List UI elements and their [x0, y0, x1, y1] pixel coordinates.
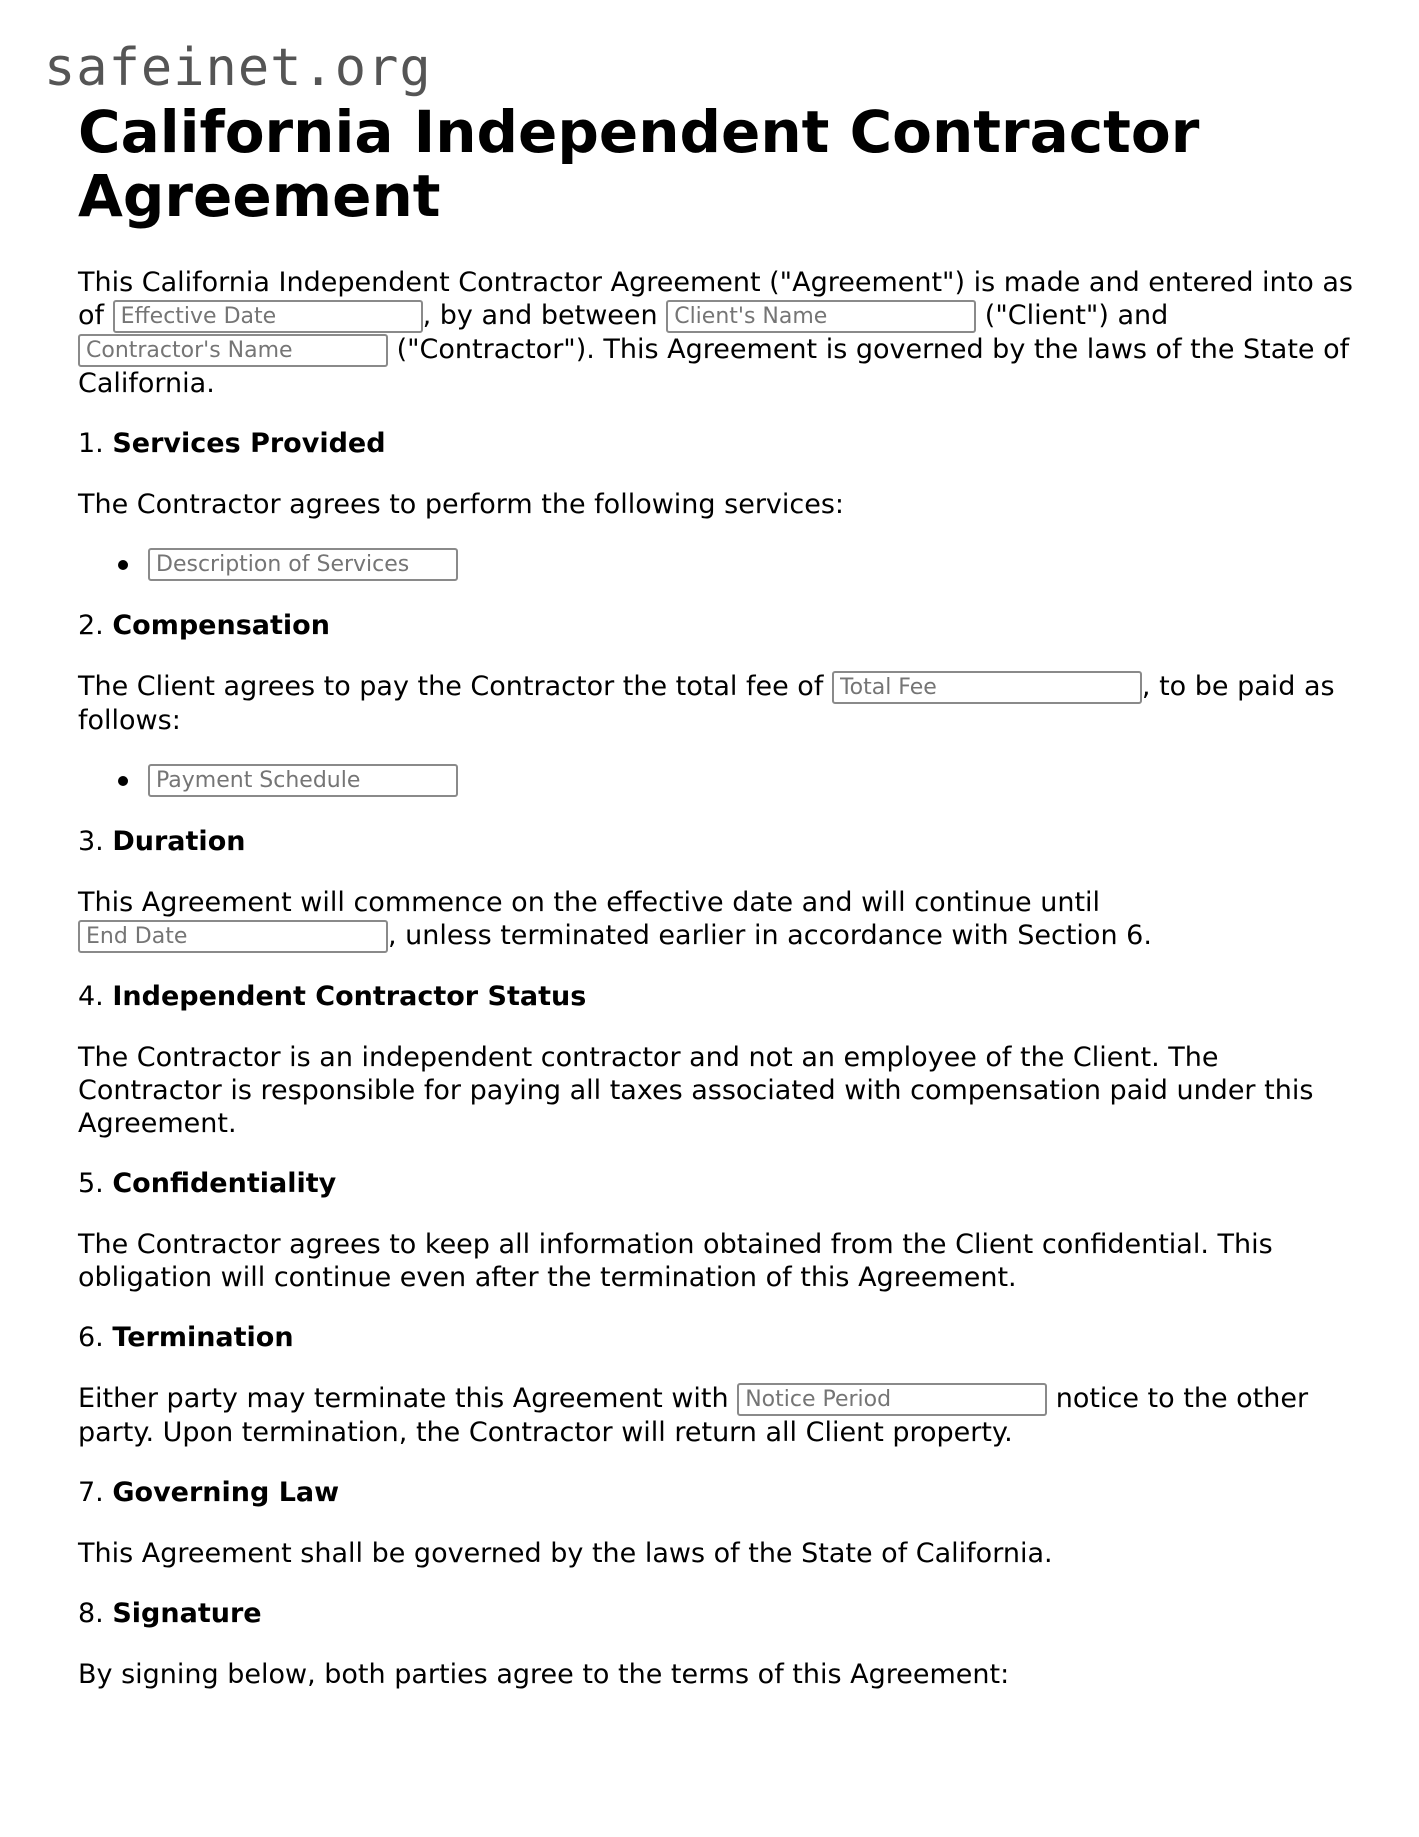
section-2-text-2: , to be paid as follows:: [78, 671, 1335, 736]
intro-text-3: ("Client") and: [976, 300, 1169, 331]
section-3-text-1: This Agreement will commence on the effective date and will continue until: [78, 887, 1101, 918]
section-6-text: [78, 1382, 1358, 1449]
section-4-heading: [78, 980, 1358, 1013]
services-list-item: [78, 548, 1358, 581]
section-6-heading: [78, 1321, 1358, 1354]
section-4-title: Independent Contractor Status: [112, 981, 587, 1012]
section-8-heading: [78, 1597, 1358, 1630]
intro-paragraph: [78, 266, 1358, 400]
section-2-text: [78, 670, 1358, 737]
client-name-input[interactable]: [666, 300, 976, 333]
section-1-heading: [78, 427, 1358, 460]
bullet-icon: [118, 776, 128, 786]
section-8-title: Signature: [112, 1598, 262, 1629]
section-3-number: 3.: [78, 826, 104, 857]
section-2-number: 2.: [78, 610, 104, 641]
intro-text-1: This California Independent Contractor Agreement ("Agreement") is made and entered into as of: [78, 267, 1353, 331]
section-2-heading: [78, 609, 1358, 642]
section-6-text-2: notice to the other party. Upon termination, the Contractor will return all Client property.: [78, 1383, 1309, 1448]
section-4-number: 4.: [78, 981, 104, 1012]
bullet-icon: [118, 560, 128, 570]
end-date-input[interactable]: [78, 920, 388, 953]
section-8-number: 8.: [78, 1598, 104, 1629]
section-5-title: Confidentiality: [112, 1168, 337, 1199]
section-5-heading: [78, 1167, 1358, 1200]
payment-schedule-input[interactable]: [148, 764, 458, 797]
section-6-title: Termination: [112, 1322, 294, 1353]
watermark: safeinet.org: [44, 38, 432, 98]
page-title: California Independent Contractor Agreement: [78, 98, 1200, 230]
section-1-number: 1.: [78, 428, 104, 459]
total-fee-input[interactable]: [832, 671, 1142, 704]
section-5-number: 5.: [78, 1168, 104, 1199]
section-1-title: Services Provided: [112, 428, 386, 459]
intro-text-2: , by and between: [422, 300, 667, 331]
section-3-text-2: , unless terminated earlier in accordance with Section 6.: [388, 920, 1152, 951]
services-description-input[interactable]: [148, 548, 458, 581]
intro-text-4: ("Contractor"). This Agreement is governed by the laws of the State of California.: [78, 334, 1350, 399]
agreement-document: [78, 100, 1358, 1718]
payment-list-item: [78, 764, 1358, 797]
section-6-text-1: Either party may terminate this Agreement with: [78, 1383, 738, 1414]
section-4-text: The Contractor is an independent contractor and not an employee of the Client. The Contractor is responsible for paying all taxes associated with compensation paid under this Agreement.: [78, 1042, 1314, 1139]
section-7-title: Governing Law: [112, 1477, 340, 1508]
section-1-text: The Contractor agrees to perform the following services:: [78, 489, 845, 520]
section-7-text: This Agreement shall be governed by the laws of the State of California.: [78, 1538, 1053, 1569]
notice-period-input[interactable]: [737, 1383, 1047, 1416]
section-3-text: [78, 886, 1358, 953]
section-5-text: The Contractor agrees to keep all information obtained from the Client confidential. This obligation will continue even after the termination of this Agreement.: [78, 1229, 1273, 1293]
section-6-number: 6.: [78, 1322, 104, 1353]
section-7-heading: [78, 1476, 1358, 1509]
section-3-title: Duration: [112, 826, 246, 857]
section-7-number: 7.: [78, 1477, 104, 1508]
section-3-heading: [78, 825, 1358, 858]
contractor-name-input[interactable]: [78, 334, 388, 367]
section-2-text-1: The Client agrees to pay the Contractor the total fee of: [78, 671, 832, 702]
section-8-text: By signing below, both parties agree to the terms of this Agreement:: [78, 1659, 1010, 1690]
effective-date-input[interactable]: [113, 300, 423, 333]
section-2-title: Compensation: [112, 610, 330, 641]
